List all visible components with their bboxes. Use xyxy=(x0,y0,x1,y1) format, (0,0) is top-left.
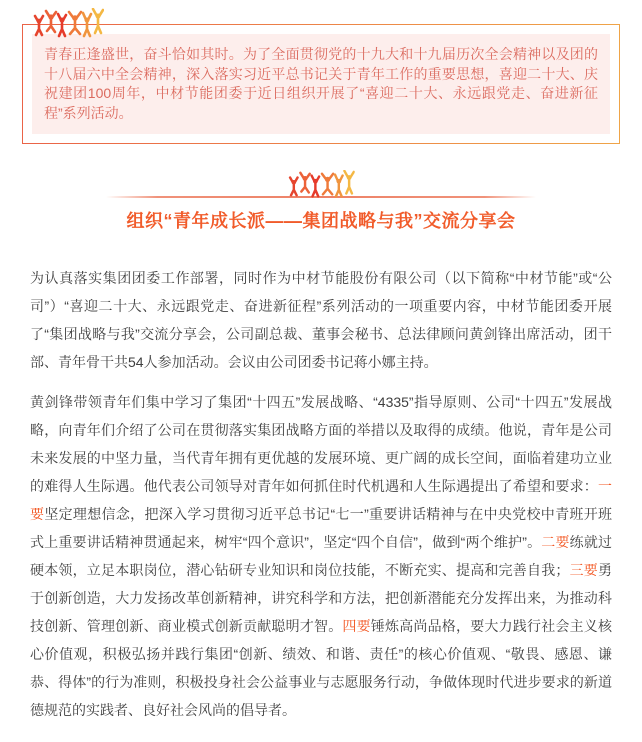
section-icon-row xyxy=(0,170,642,196)
section-header xyxy=(0,170,642,233)
highlight-text: 二要 xyxy=(541,534,570,551)
body-text: 练就过硬本领，立足本职岗位，潜心钻研专业知识和岗位技能，不断充实、提高和完善自我； xyxy=(30,534,613,579)
celebration-people-icon xyxy=(32,8,104,40)
intro-section xyxy=(22,24,620,144)
celebration-people-icon xyxy=(285,170,357,200)
body-text: 为认真落实集团团委工作部署，同时作为中材节能股份有限公司（以下简称“中材节能”或“公司”）“喜迎二十大、永远跟党走、奋进新征程”系列活动的一项重要内容，中材节能团委开展了“集团战略与我”交流分享会，公司副总裁、董事会秘书、总法律顾问黄剑锋出席活动，团干部、青年骨干共54人参加活动。会议由公司团委书记蒋小娜主持。 xyxy=(30,270,612,371)
highlight-text: 一要 xyxy=(30,478,612,523)
article-body xyxy=(0,233,642,742)
body-text: 坚定理想信念，把深入学习贯彻习近平总书记“七一”重要讲话精神与在中央党校中青班开班式上重要讲话精神贯通起来，树牢“四个意识”，坚定“四个自信”，做到“两个维护”。 xyxy=(30,506,612,551)
body-text: 勇于创新创造，大力发扬改革创新精神，讲究科学和方法，把创新潜能充分发挥出来，为推动科技创新、管理创新、商业模式创新贡献聪明才智。 xyxy=(30,562,613,635)
section-title: 组织“青年成长派——集团战略与我”交流分享会 xyxy=(126,211,516,232)
body-text: 锤炼高尚品格，要大力践行社会主义核心价值观，积极弘扬并践行集团“创新、绩效、和谐、责任”的核心价值观、“敬畏、感恩、谦恭、得体”的行为准则，积极投身社会公益事业与志愿服务行动，争做体现时代进步要求的新道德规范的实践者、良好社会风尚的倡导者。 xyxy=(30,618,613,719)
body-paragraph xyxy=(30,388,612,724)
intro-text: 青春正逢盛世，奋斗恰如其时。为了全面贯彻党的十九大和十九届历次全会精神以及团的十八届六中全会精神，深入落实习近平总书记关于青年工作的重要思想，喜迎二十大、庆祝建团100周年，中材节能团委于近日组织开展了“喜迎二十大、永远跟党走、奋进新征程”系列活动。 xyxy=(32,34,610,134)
highlight-text: 三要 xyxy=(569,562,599,579)
intro-bordered-box xyxy=(22,24,620,144)
body-paragraph xyxy=(30,264,612,376)
body-text: 黄剑锋带领青年们集中学习了集团“十四五”发展战略、“4335”指导原则、公司“十四五”发展战略，向青年们介绍了公司在贯彻落实集团战略方面的举措以及取得的成绩。他说，青年是公司未来发展的中坚力量，当代青年拥有更优越的发展环境、更广阔的成长空间，面临着建功立业的难得人生际遇。他代表公司领导对青年如何抓住时代机遇和人生际遇提出了希望和要求： xyxy=(30,394,612,495)
highlight-text: 四要 xyxy=(342,618,371,635)
